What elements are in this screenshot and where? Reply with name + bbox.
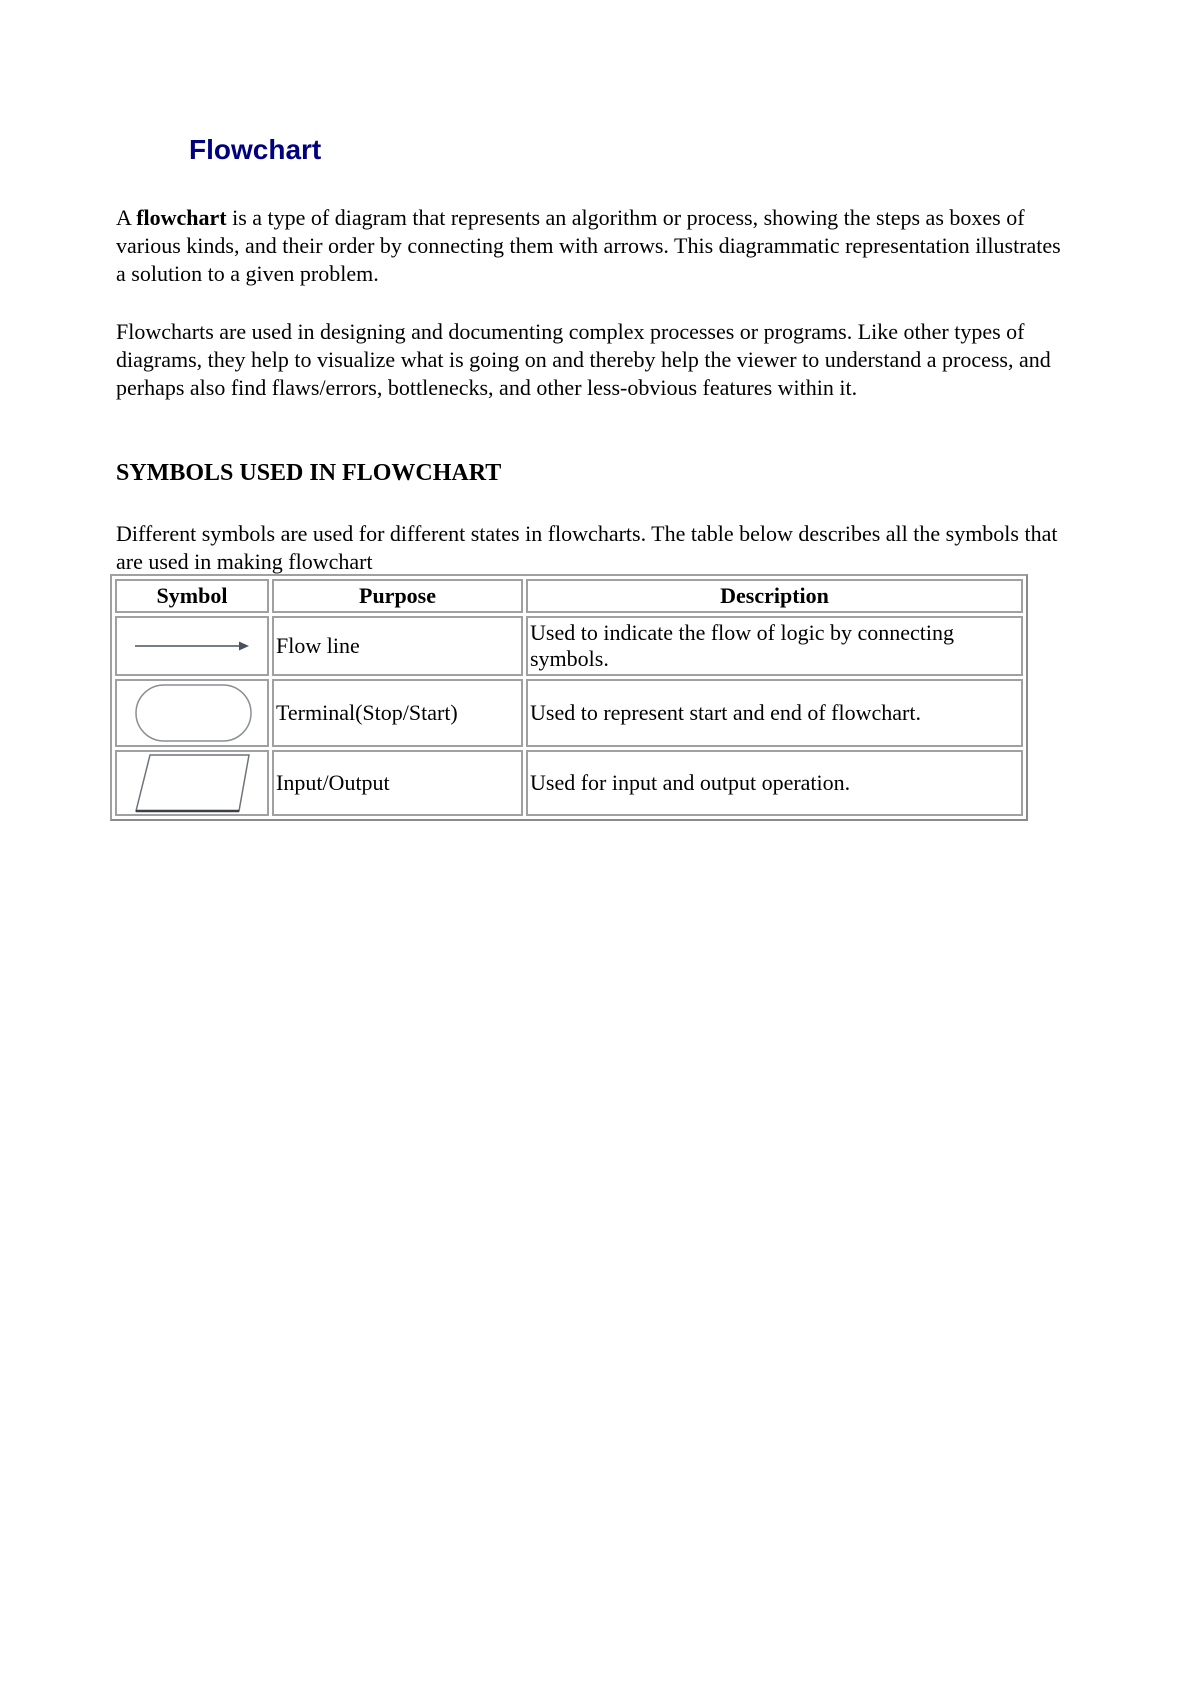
terminal-rounded-rect-icon bbox=[127, 682, 257, 744]
description-cell bbox=[526, 750, 1023, 816]
description-text: Used to represent start and end of flowchart. bbox=[530, 700, 921, 725]
intro-prefix: A bbox=[116, 205, 137, 230]
purpose-cell: Flow line bbox=[272, 616, 523, 676]
usage-paragraph: Flowcharts are used in designing and documenting complex processes or programs. Like other types of diagrams, they help to visualize what is going on and thereby help the viewer to understand a process, and perhaps also find flaws/errors, bottlenecks, and other less-obvious features within it. bbox=[116, 319, 1051, 400]
description-cell bbox=[526, 679, 1023, 747]
page-title: Flowchart bbox=[189, 134, 322, 165]
parallelogram-icon bbox=[127, 752, 257, 814]
purpose-cell: Input/Output bbox=[272, 750, 523, 816]
symbol-cell bbox=[115, 616, 269, 676]
purpose-cell: Terminal(Stop/Start) bbox=[272, 679, 523, 747]
symbol-cell bbox=[115, 679, 269, 747]
header-description: Description bbox=[526, 579, 1023, 613]
intro-term: flowchart bbox=[136, 205, 227, 230]
intro-paragraph bbox=[116, 204, 1066, 288]
intro-text: is a type of diagram that represents an algorithm or process, showing the steps as boxes of various kinds, and their order by connecting them with arrows. This diagrammatic representation illustrates a solution to a given problem. bbox=[116, 205, 1061, 286]
symbols-table bbox=[110, 574, 1028, 821]
header-purpose: Purpose bbox=[272, 579, 523, 613]
table-row bbox=[115, 616, 1023, 676]
section-intro: Different symbols are used for different states in flowcharts. The table below describes all the symbols that are used in making flowchart bbox=[116, 521, 1058, 574]
description-text: Used to indicate the flow of logic by connecting symbols. bbox=[530, 620, 954, 671]
description-cell bbox=[526, 616, 1023, 676]
table-row bbox=[115, 750, 1023, 816]
header-symbol: Symbol bbox=[115, 579, 269, 613]
flow-line-arrow-icon bbox=[127, 636, 257, 656]
description-text: Used for input and output operation. bbox=[530, 770, 851, 795]
section-heading: SYMBOLS USED IN FLOWCHART bbox=[116, 460, 502, 486]
table-row bbox=[115, 679, 1023, 747]
symbol-cell bbox=[115, 750, 269, 816]
table-header-row bbox=[115, 579, 1023, 613]
